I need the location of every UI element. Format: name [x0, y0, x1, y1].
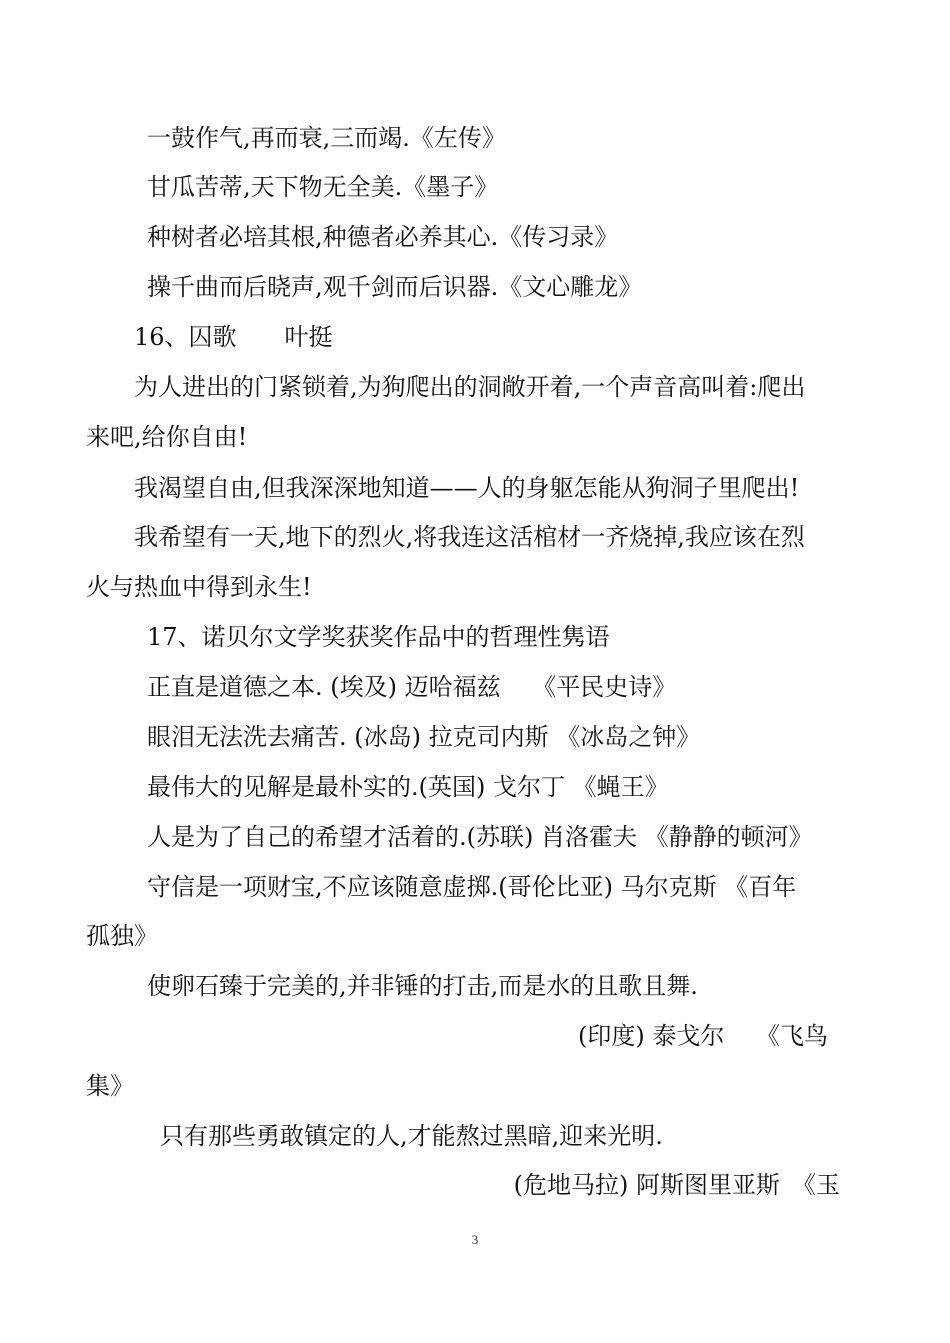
poem-line-3: 我渴望自由,但我深深地知道——人的身躯怎能从狗洞子里爬出!	[134, 474, 800, 502]
nobel-line-7: 使卵石臻于完美的,并非锤的打击,而是水的且歌且舞.	[147, 972, 698, 1000]
poem-line-1: 为人进出的门紧锁着,为狗爬出的洞敞开着,一个声音高叫着:爬出	[134, 373, 806, 401]
poem-line-2: 来吧,给你自由!	[86, 423, 248, 451]
quote-line-3: 种树者必培其根,种德者必养其心.《传习录》	[147, 223, 619, 251]
quote-line-4: 操千曲而后晓声,观千剑而后识器.《文心雕龙》	[147, 273, 643, 301]
nobel-line-9: 集》	[86, 1072, 134, 1100]
quote-line-2: 甘瓜苦蒂,天下物无全美.《墨子》	[147, 173, 499, 201]
page-number: 3	[471, 1232, 479, 1247]
nobel-line-11: (危地马拉) 阿斯图里亚斯 《玉	[513, 1171, 840, 1199]
poem-line-5: 火与热血中得到永生!	[86, 573, 312, 601]
section-16-heading: 16、囚歌 叶挺	[134, 323, 333, 351]
nobel-line-10: 只有那些勇敢镇定的人,才能熬过黑暗,迎来光明.	[160, 1122, 663, 1150]
nobel-line-4: 人是为了自己的希望才活着的.(苏联) 肖洛霍夫 《静静的顿河》	[147, 823, 813, 851]
section-17-heading: 17、诺贝尔文学奖获奖作品中的哲理性隽语	[147, 623, 610, 651]
nobel-line-1: 正直是道德之本. (埃及) 迈哈福兹 《平民史诗》	[147, 673, 677, 701]
poem-line-4: 我希望有一天,地下的烈火,将我连这活棺材一齐烧掉,我应该在烈	[134, 523, 805, 551]
nobel-line-5: 守信是一项财宝,不应该随意虚掷.(哥伦比亚) 马尔克斯 《百年	[147, 873, 797, 901]
nobel-line-2: 眼泪无法洗去痛苦. (冰岛) 拉克司内斯 《冰岛之钟》	[147, 723, 701, 751]
nobel-line-3: 最伟大的见解是最朴实的.(英国) 戈尔丁 《蝇王》	[147, 773, 669, 801]
nobel-line-8: (印度) 泰戈尔 《飞鸟	[578, 1022, 828, 1050]
nobel-line-6: 孤独》	[86, 922, 158, 950]
quote-line-1: 一鼓作气,再而衰,三而竭.《左传》	[147, 124, 506, 152]
